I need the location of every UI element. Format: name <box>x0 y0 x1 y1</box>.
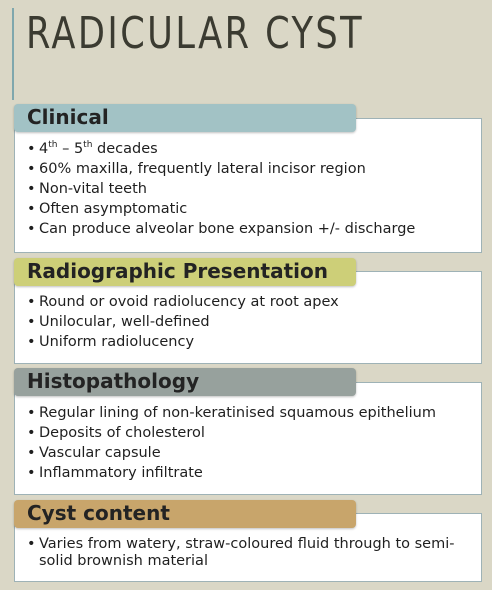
clinical-heading-tab <box>14 104 356 132</box>
title-accent-rule <box>12 8 14 100</box>
cyst-content-list <box>25 536 459 570</box>
cyst-content-heading-tab <box>14 500 356 528</box>
radiographic-list <box>25 292 339 352</box>
clinical-item: • Non-vital teeth <box>25 179 415 199</box>
histopathology-heading: Histopathology <box>27 369 200 393</box>
clinical-item: • Can produce alveolar bone expansion +/- discharge <box>25 219 415 239</box>
cyst-content-heading: Cyst content <box>27 501 170 525</box>
histopathology-list <box>25 403 436 483</box>
histopathology-heading-tab <box>14 368 356 396</box>
histopathology-item: • Inflammatory infiltrate <box>25 463 436 483</box>
slide-title: RADICULAR CYST <box>26 8 364 59</box>
clinical-box <box>14 118 482 253</box>
histopathology-item: • Regular lining of non-keratinised squamous epithelium <box>25 403 436 423</box>
histopathology-item: • Deposits of cholesterol <box>25 423 436 443</box>
clinical-item-decades: • 4th – 5th decades <box>25 139 415 159</box>
radiographic-item: • Round or ovoid radiolucency at root apex <box>25 292 339 312</box>
clinical-heading: Clinical <box>27 105 109 129</box>
clinical-item: • Often asymptomatic <box>25 199 415 219</box>
radiographic-heading: Radiographic Presentation <box>27 259 328 283</box>
radiographic-heading-tab <box>14 258 356 286</box>
histopathology-item: • Vascular capsule <box>25 443 436 463</box>
radiographic-item: • Unilocular, well-defined <box>25 312 339 332</box>
cyst-content-item: • Varies from watery, straw-coloured fluid through to semi-solid brownish material <box>25 536 459 570</box>
clinical-list <box>25 139 415 239</box>
clinical-item: • 60% maxilla, frequently lateral incisor region <box>25 159 415 179</box>
histopathology-box <box>14 382 482 495</box>
radiographic-item: • Uniform radiolucency <box>25 332 339 352</box>
